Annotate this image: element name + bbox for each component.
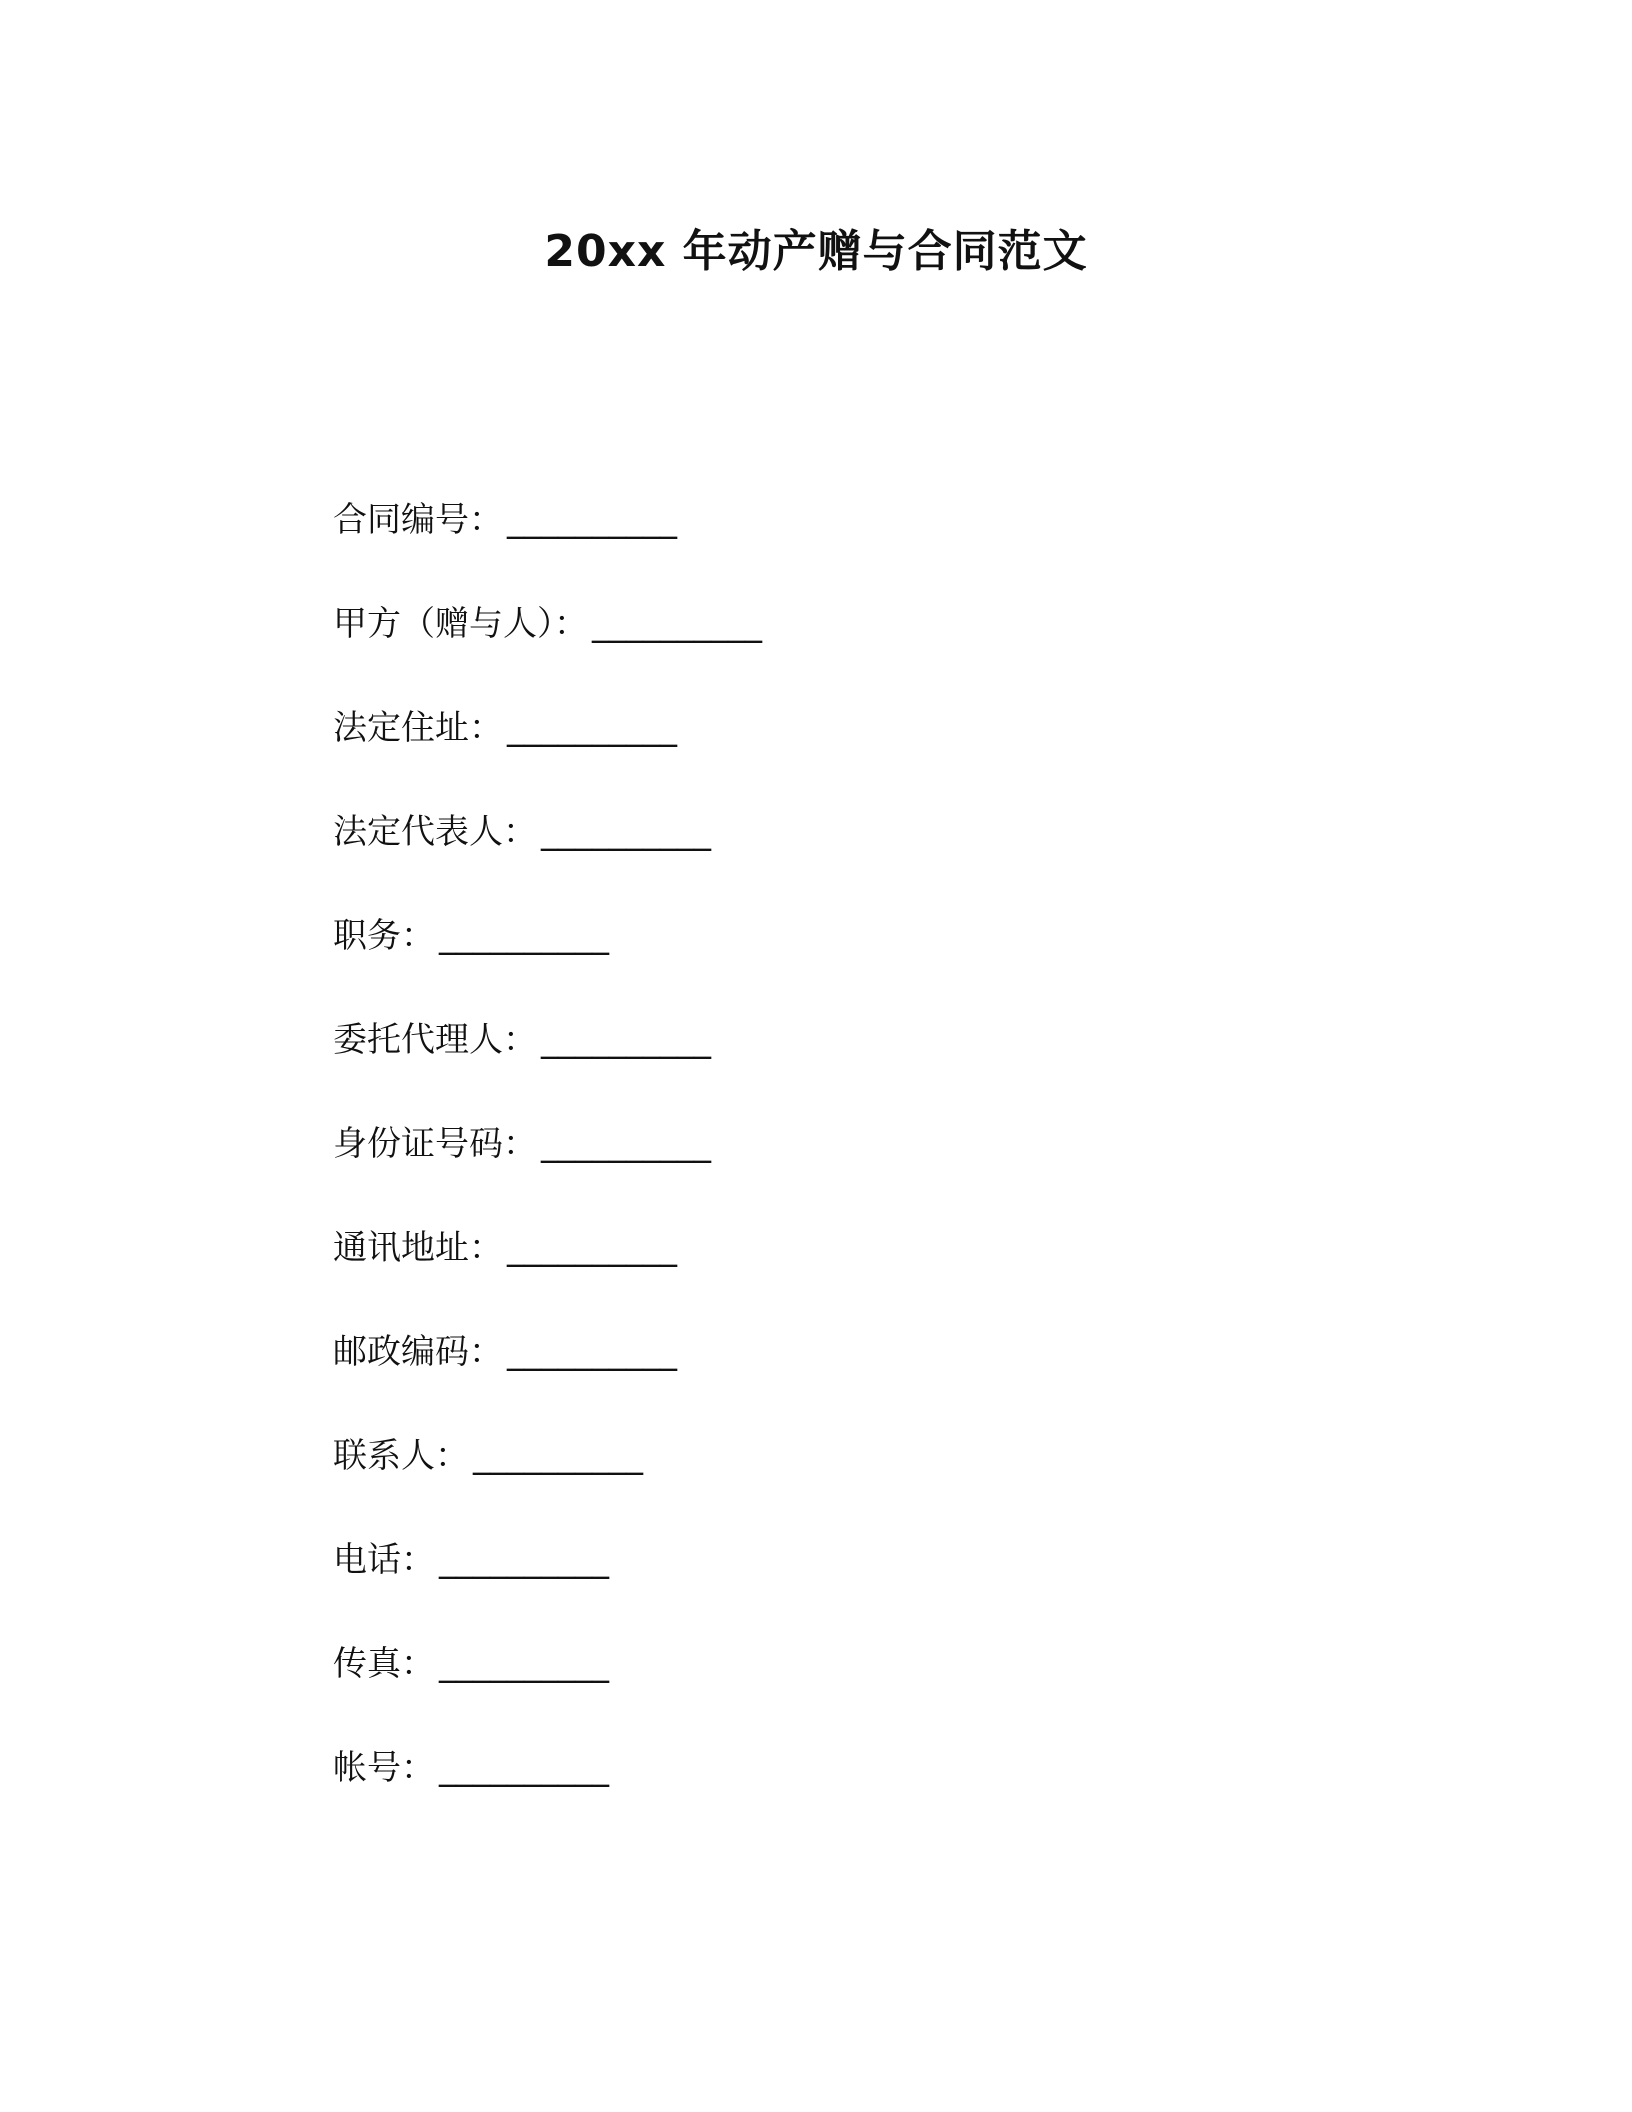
field-authorized-agent xyxy=(333,1012,1433,1116)
field-label: 合同编号： xyxy=(333,500,503,540)
field-label: 传真： xyxy=(333,1644,435,1684)
fill-in-blank: __________ xyxy=(439,1540,609,1580)
fill-in-blank: __________ xyxy=(473,1436,643,1476)
field-label: 身份证号码： xyxy=(333,1124,537,1164)
field-mailing-address xyxy=(333,1220,1433,1324)
field-label: 邮政编码： xyxy=(333,1332,503,1372)
field-contract-number xyxy=(333,492,1433,596)
field-contact-person xyxy=(333,1428,1433,1532)
fill-in-blank: __________ xyxy=(592,604,762,644)
fill-in-blank: __________ xyxy=(507,1228,677,1268)
contract-field-list xyxy=(333,492,1433,1844)
field-legal-address xyxy=(333,700,1433,804)
field-party-a-donor xyxy=(333,596,1433,700)
field-label: 法定住址： xyxy=(333,708,503,748)
field-label: 法定代表人： xyxy=(333,812,537,852)
field-label: 联系人： xyxy=(333,1436,469,1476)
fill-in-blank: __________ xyxy=(507,1332,677,1372)
fill-in-blank: __________ xyxy=(439,916,609,956)
field-postal-code xyxy=(333,1324,1433,1428)
fill-in-blank: __________ xyxy=(541,1020,711,1060)
fill-in-blank: __________ xyxy=(439,1748,609,1788)
field-label: 帐号： xyxy=(333,1748,435,1788)
field-label: 电话： xyxy=(333,1540,435,1580)
field-label: 职务： xyxy=(333,916,435,956)
field-label: 甲方（赠与人）： xyxy=(333,604,588,644)
fill-in-blank: __________ xyxy=(439,1644,609,1684)
field-label: 通讯地址： xyxy=(333,1228,503,1268)
field-telephone xyxy=(333,1532,1433,1636)
field-label: 委托代理人： xyxy=(333,1020,537,1060)
field-position xyxy=(333,908,1433,1012)
fill-in-blank: __________ xyxy=(507,500,677,540)
field-id-number xyxy=(333,1116,1433,1220)
field-fax xyxy=(333,1636,1433,1740)
field-account-number xyxy=(333,1740,1433,1844)
fill-in-blank: __________ xyxy=(507,708,677,748)
fill-in-blank: __________ xyxy=(541,1124,711,1164)
fill-in-blank: __________ xyxy=(541,812,711,852)
document-title: 20xx 年动产赠与合同范文 xyxy=(544,226,1088,277)
field-legal-representative xyxy=(333,804,1433,908)
